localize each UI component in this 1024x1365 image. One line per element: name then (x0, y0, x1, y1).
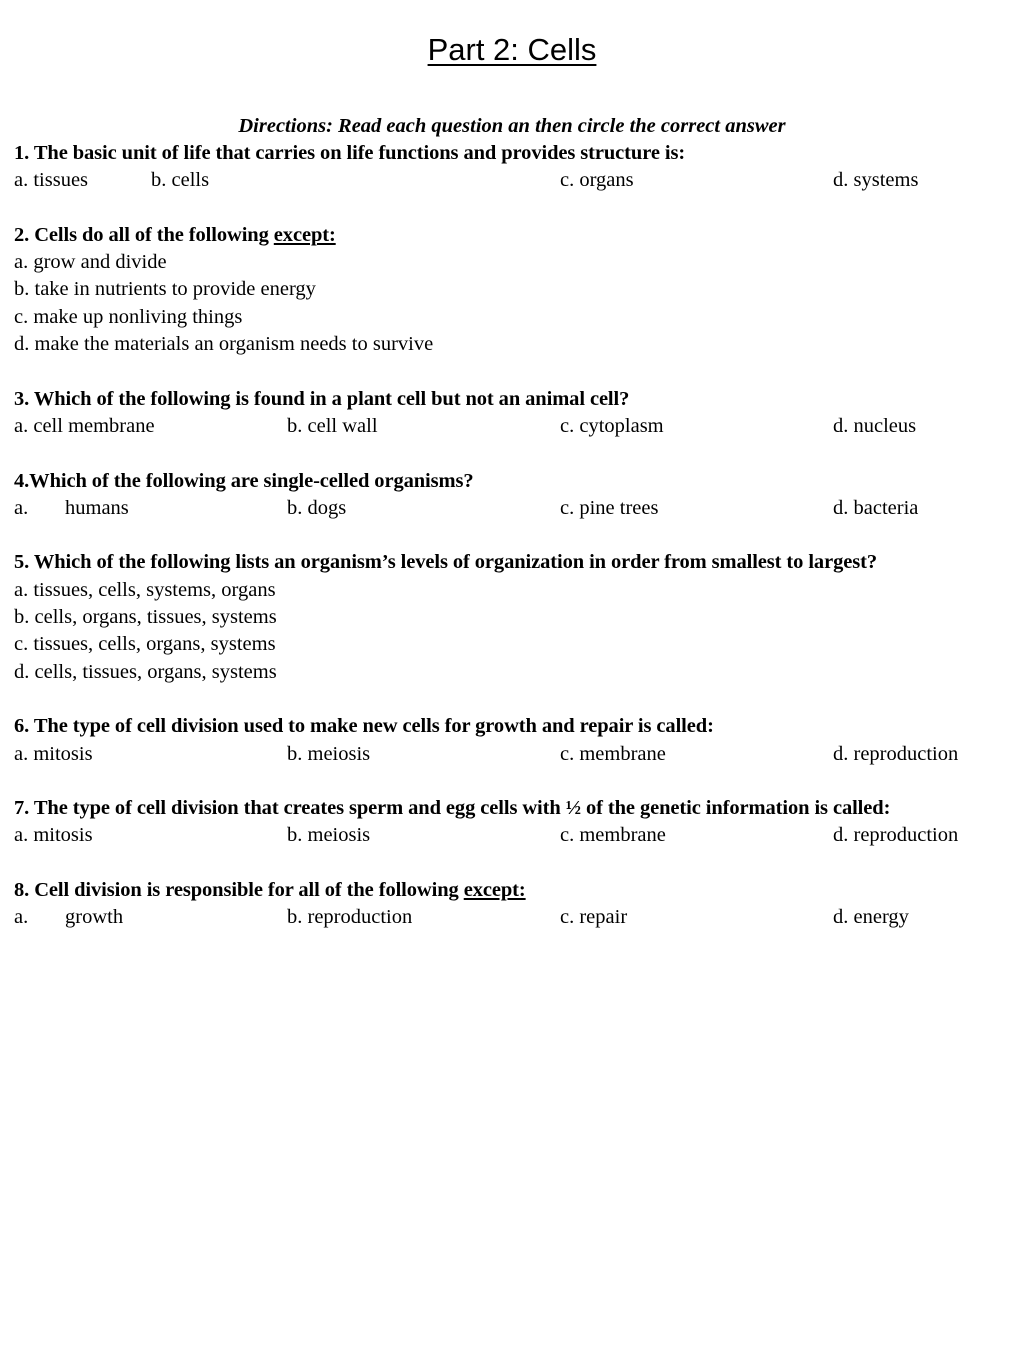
question-1-options (14, 167, 1019, 194)
question-2-text: 2. Cells do all of the following (14, 223, 274, 246)
spacer (14, 768, 1019, 795)
page-title: Part 2: Cells (427, 32, 597, 67)
spacer (14, 686, 1019, 713)
q4-option-a[interactable]: humans (65, 496, 129, 519)
q3-option-a[interactable]: a. cell membrane (14, 414, 155, 437)
q5-option-a[interactable]: a. tissues, cells, systems, organs (14, 578, 276, 601)
q7-option-a[interactable]: a. mitosis (14, 824, 93, 847)
q4-option-b[interactable]: b. dogs (287, 496, 347, 519)
q8-option-d[interactable]: d. energy (833, 906, 909, 929)
q8-option-a[interactable]: growth (65, 906, 124, 929)
spacer (14, 195, 1019, 222)
question-8-emphasis: except: (463, 879, 526, 902)
q4-option-a-letter[interactable]: a. (14, 496, 29, 519)
q1-option-a[interactable]: a. tissues (14, 169, 89, 192)
spacer (14, 440, 1019, 467)
spacer (14, 522, 1019, 549)
question-2 (14, 222, 1019, 249)
question-list (14, 140, 1019, 932)
q1-option-c[interactable]: c. organs (560, 169, 634, 192)
question-3: 3. Which of the following is found in a plant cell but not an animal cell? (14, 387, 630, 410)
question-4: 4.Which of the following are single-celled organisms? (14, 469, 474, 492)
spacer (14, 358, 1019, 385)
q6-option-a[interactable]: a. mitosis (14, 742, 93, 765)
q7-option-b[interactable]: b. meiosis (287, 824, 371, 847)
q2-option-b[interactable]: b. take in nutrients to provide energy (14, 278, 316, 301)
question-7: 7. The type of cell division that creates sperm and egg cells with ½ of the genetic information is called: (14, 797, 891, 820)
directions: Directions: Read each question an then circle the correct answer (238, 115, 786, 137)
q8-option-b[interactable]: b. reproduction (287, 906, 413, 929)
q5-option-d[interactable]: d. cells, tissues, organs, systems (14, 660, 277, 683)
q2-option-c[interactable]: c. make up nonliving things (14, 305, 243, 328)
question-8-options (14, 904, 1019, 931)
question-7-options (14, 822, 1019, 849)
question-5: 5. Which of the following lists an organism’s levels of organization in order from smallest to largest? (14, 551, 877, 574)
q4-option-c[interactable]: c. pine trees (560, 496, 659, 519)
q5-option-b[interactable]: b. cells, organs, tissues, systems (14, 606, 277, 629)
q5-option-c[interactable]: c. tissues, cells, organs, systems (14, 633, 276, 656)
q1-option-d[interactable]: d. systems (833, 169, 919, 192)
question-6-options (14, 741, 1019, 768)
question-3-options (14, 413, 1019, 440)
q7-option-c[interactable]: c. membrane (560, 824, 666, 847)
spacer (14, 850, 1019, 877)
q8-option-c[interactable]: c. repair (560, 906, 628, 929)
q6-option-c[interactable]: c. membrane (560, 742, 666, 765)
q2-option-d[interactable]: d. make the materials an organism needs to survive (14, 333, 434, 356)
q1-option-b[interactable]: b. cells (151, 169, 210, 192)
question-8 (14, 877, 1019, 904)
question-4-options (14, 495, 1019, 522)
q4-option-d[interactable]: d. bacteria (833, 496, 919, 519)
q3-option-c[interactable]: c. cytoplasm (560, 414, 664, 437)
question-1: 1. The basic unit of life that carries on life functions and provides structure is: (14, 142, 686, 164)
q6-option-d[interactable]: d. reproduction (833, 742, 959, 765)
q8-option-a-letter[interactable]: a. (14, 906, 29, 929)
q2-option-a[interactable]: a. grow and divide (14, 251, 167, 274)
q3-option-d[interactable]: d. nucleus (833, 414, 917, 437)
question-8-text: 8. Cell division is responsible for all of the following (14, 879, 464, 902)
question-2-emphasis: except: (273, 223, 336, 246)
q3-option-b[interactable]: b. cell wall (287, 414, 378, 437)
question-6: 6. The type of cell division used to make new cells for growth and repair is called: (14, 715, 714, 738)
q7-option-d[interactable]: d. reproduction (833, 824, 959, 847)
q6-option-b[interactable]: b. meiosis (287, 742, 371, 765)
